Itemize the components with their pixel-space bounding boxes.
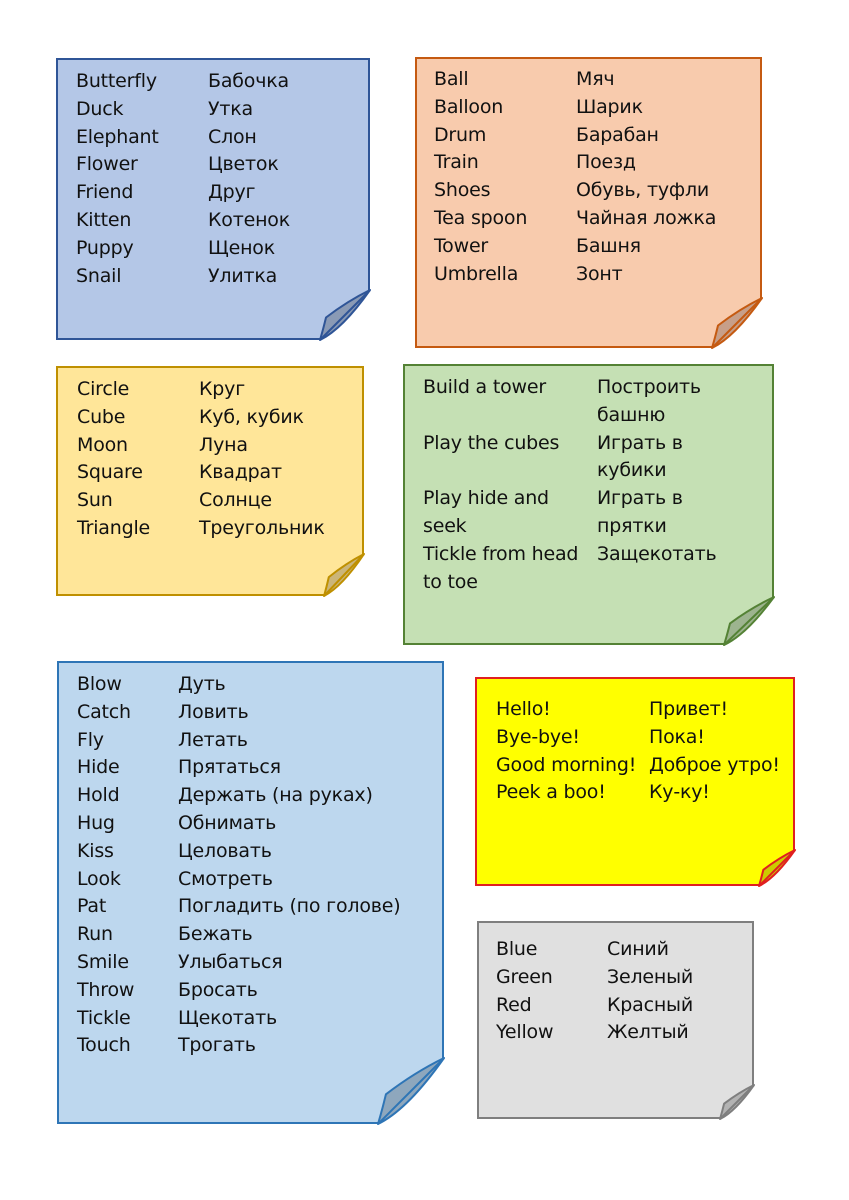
russian-translation: Луна <box>199 433 248 456</box>
word-row <box>77 487 325 515</box>
russian-translation: Зонт <box>576 262 623 285</box>
word-row <box>77 782 400 810</box>
english-word: Balloon <box>434 95 504 118</box>
english-word: Triangle <box>77 516 151 539</box>
english-word: Play the cubes <box>423 431 560 454</box>
russian-translation: Защекотать <box>597 542 717 565</box>
russian-translation: Чайная ложка <box>576 206 717 229</box>
word-row <box>76 124 290 152</box>
word-row <box>434 149 716 177</box>
english-word: Drum <box>434 123 487 146</box>
word-row <box>77 515 325 543</box>
word-row <box>423 485 757 541</box>
russian-translation: Бросать <box>178 978 258 1001</box>
page-curl-icon <box>712 298 762 348</box>
word-row <box>77 949 400 977</box>
word-row <box>423 541 757 597</box>
english-word: Smile <box>77 950 129 973</box>
english-word: Hello! <box>496 698 551 720</box>
russian-translation: Играть в кубики <box>597 431 683 482</box>
word-list <box>496 696 780 807</box>
russian-translation: Летать <box>178 728 248 751</box>
english-word: Green <box>496 965 553 988</box>
sticky-note-verbs <box>57 661 444 1124</box>
word-row <box>77 754 400 782</box>
russian-translation: Желтый <box>607 1021 689 1044</box>
word-list <box>77 376 325 543</box>
russian-translation: Улыбаться <box>178 950 283 973</box>
russian-translation: Поезд <box>576 151 636 174</box>
sticky-note-shapes <box>56 366 364 596</box>
english-word: Red <box>496 993 532 1016</box>
russian-translation: Цветок <box>208 153 279 176</box>
page-curl-icon <box>759 850 795 886</box>
word-row <box>496 964 693 992</box>
word-row <box>76 96 290 124</box>
english-word: Fly <box>77 728 104 751</box>
russian-translation: Щенок <box>208 236 275 259</box>
word-row <box>496 992 693 1020</box>
word-list <box>77 671 400 1060</box>
word-row <box>434 122 716 150</box>
word-row <box>77 699 400 727</box>
russian-translation: Бежать <box>178 923 253 946</box>
page-curl-icon <box>324 554 364 596</box>
russian-translation: Смотреть <box>178 867 273 890</box>
english-word: Tower <box>434 234 489 257</box>
word-row <box>496 1019 693 1047</box>
english-word: Flower <box>76 153 138 176</box>
russian-translation: Котенок <box>208 208 290 231</box>
english-word: Square <box>77 461 143 484</box>
english-word: Train <box>434 151 479 174</box>
english-word: Tickle <box>77 1006 131 1029</box>
word-row <box>496 724 780 752</box>
word-row <box>434 66 716 94</box>
word-row <box>76 179 290 207</box>
english-word: Moon <box>77 433 128 456</box>
english-word: Duck <box>76 97 124 120</box>
russian-translation: Бабочка <box>208 70 289 92</box>
russian-translation: Погладить (по голове) <box>178 895 401 918</box>
english-word: Blue <box>496 938 538 960</box>
english-word: Pat <box>77 895 107 918</box>
russian-translation: Синий <box>607 938 669 960</box>
russian-translation: Слон <box>208 125 257 148</box>
russian-translation: Держать (на руках) <box>178 784 373 807</box>
russian-translation: Пока! <box>649 725 705 748</box>
russian-translation: Башня <box>576 234 641 257</box>
word-row <box>77 838 400 866</box>
page-curl-icon <box>320 290 370 340</box>
word-row <box>423 374 757 430</box>
page-curl-icon <box>378 1058 444 1124</box>
word-row <box>496 779 780 807</box>
word-row <box>77 727 400 755</box>
word-row <box>434 261 716 289</box>
word-row <box>76 235 290 263</box>
sticky-note-colors <box>477 921 754 1119</box>
word-row <box>77 376 325 404</box>
english-word: Cube <box>77 405 126 428</box>
english-word: Bye-bye! <box>496 725 580 748</box>
english-word: Look <box>77 867 121 890</box>
russian-translation: Прятаться <box>178 756 281 779</box>
english-word: Hug <box>77 811 115 834</box>
word-row <box>434 94 716 122</box>
word-row <box>76 263 290 291</box>
word-row <box>434 205 716 233</box>
english-word: Hide <box>77 756 120 779</box>
english-word: Hold <box>77 784 120 807</box>
english-word: Kiss <box>77 839 114 862</box>
word-row <box>77 893 400 921</box>
russian-translation: Квадрат <box>199 461 282 484</box>
english-word: Circle <box>77 378 130 400</box>
russian-translation: Шарик <box>576 95 643 118</box>
word-row <box>496 696 780 724</box>
word-row <box>77 977 400 1005</box>
english-word: Build a tower <box>423 376 546 398</box>
word-list <box>434 66 716 288</box>
english-word: Blow <box>77 673 122 695</box>
english-word: Play hide and seek <box>423 487 549 537</box>
english-word: Catch <box>77 700 131 723</box>
sticky-note-games <box>403 364 774 645</box>
english-word: Puppy <box>76 236 134 259</box>
english-word: Sun <box>77 489 113 512</box>
sticky-note-animals <box>56 58 370 340</box>
word-row <box>434 233 716 261</box>
english-word: Touch <box>77 1034 131 1057</box>
english-word: Peek a boo! <box>496 781 606 804</box>
english-word: Ball <box>434 68 469 90</box>
russian-translation: Красный <box>607 993 694 1016</box>
english-word: Umbrella <box>434 262 519 285</box>
russian-translation: Друг <box>208 181 256 204</box>
russian-translation: Солнце <box>199 489 272 512</box>
word-row <box>77 1032 400 1060</box>
english-word: Butterfly <box>76 70 157 92</box>
russian-translation: Ку-ку! <box>649 781 710 804</box>
english-word: Good morning! <box>496 753 637 776</box>
russian-translation: Круг <box>199 378 245 400</box>
russian-translation: Барабан <box>576 123 659 146</box>
english-word: Tea spoon <box>434 206 528 229</box>
word-row <box>496 752 780 780</box>
english-word: Elephant <box>76 125 159 148</box>
english-word: Snail <box>76 264 122 287</box>
russian-translation: Целовать <box>178 839 272 862</box>
word-list <box>76 68 290 290</box>
word-row <box>434 177 716 205</box>
russian-translation: Доброе утро! <box>649 753 780 776</box>
russian-translation: Привет! <box>649 698 728 720</box>
russian-translation: Обувь, туфли <box>576 179 710 202</box>
russian-translation: Трогать <box>178 1034 256 1057</box>
english-word: Yellow <box>496 1021 554 1044</box>
sticky-note-greetings <box>475 677 795 886</box>
page-curl-icon <box>724 597 774 645</box>
word-row <box>77 671 400 699</box>
english-word: Shoes <box>434 179 491 202</box>
russian-translation: Треугольник <box>199 516 325 539</box>
word-row <box>77 459 325 487</box>
word-list <box>496 936 693 1047</box>
word-row <box>76 151 290 179</box>
russian-translation: Утка <box>208 97 253 120</box>
english-word: Kitten <box>76 208 132 231</box>
word-row <box>496 936 693 964</box>
russian-translation: Ловить <box>178 700 249 723</box>
english-word: Tickle from head to toe <box>423 542 579 593</box>
word-row <box>77 810 400 838</box>
word-row <box>77 404 325 432</box>
russian-translation: Мяч <box>576 68 615 90</box>
russian-translation: Построить башню <box>597 376 701 426</box>
english-word: Friend <box>76 181 134 204</box>
word-row <box>77 1005 400 1033</box>
word-row <box>77 432 325 460</box>
russian-translation: Зеленый <box>607 965 694 988</box>
page-curl-icon <box>720 1085 754 1119</box>
sticky-note-toys <box>415 57 762 348</box>
word-row <box>76 68 290 96</box>
english-word: Run <box>77 923 113 946</box>
word-list <box>423 374 757 596</box>
russian-translation: Дуть <box>178 673 226 695</box>
russian-translation: Играть в прятки <box>597 487 683 537</box>
russian-translation: Куб, кубик <box>199 405 304 428</box>
russian-translation: Обнимать <box>178 811 277 834</box>
russian-translation: Щекотать <box>178 1006 277 1029</box>
word-row <box>423 430 757 486</box>
word-row <box>77 866 400 894</box>
word-row <box>77 921 400 949</box>
english-word: Throw <box>77 978 135 1001</box>
russian-translation: Улитка <box>208 264 278 287</box>
word-row <box>76 207 290 235</box>
